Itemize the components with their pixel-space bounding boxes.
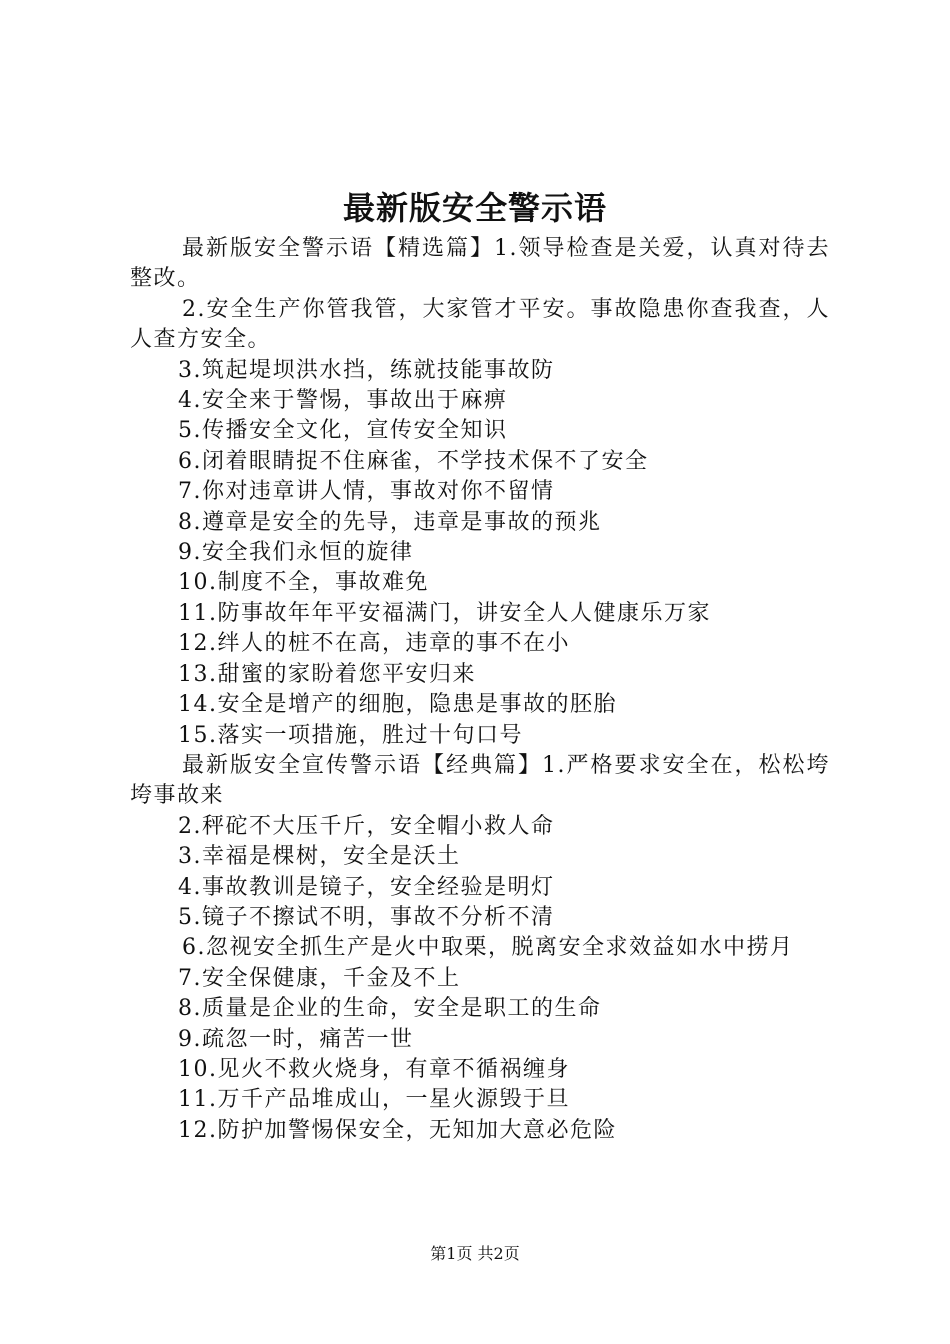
list-item: 10.见火不救火烧身，有章不循祸缠身 — [178, 1056, 570, 1082]
section2-intro: 最新版安全宣传警示语【经典篇】1.严格要求安全在，松松垮垮事故来 — [130, 752, 830, 809]
list-item: 3.幸福是棵树，安全是沃土 — [178, 844, 461, 870]
section1-intro: 最新版安全警示语【精选篇】1.领导检查是关爱，认真对待去整改。 — [130, 236, 830, 292]
list-item: 15.落实一项措施，胜过十句口号 — [178, 722, 523, 748]
list-item: 8.质量是企业的生命，安全是职工的生命 — [178, 996, 602, 1022]
list-item: 9.安全我们永恒的旋律 — [178, 540, 414, 566]
list-item: 5.镜子不擦试不明，事故不分析不清 — [178, 904, 555, 930]
list-item: 5.传播安全文化，宣传安全知识 — [178, 418, 508, 444]
list-item: 7.你对违章讲人情，事故对你不留情 — [178, 479, 555, 505]
list-item: 14.安全是增产的细胞，隐患是事故的胚胎 — [178, 692, 617, 718]
document-title: 最新版安全警示语 — [342, 189, 607, 227]
section1-item-2: 2.安全生产你管我管，大家管才平安。事故隐患你查我查，人人查方安全。 — [130, 296, 830, 353]
page-footer: 第1页 共2页 — [430, 1244, 520, 1263]
list-item: 13.甜蜜的家盼着您平安归来 — [178, 661, 476, 687]
section2-item-6: 6.忽视安全抓生产是火中取栗，脱离安全求效益如水中捞月 — [182, 935, 794, 961]
list-item: 3.筑起堤坝洪水挡，练就技能事故防 — [178, 357, 555, 383]
list-item: 10.制度不全，事故难免 — [178, 570, 429, 596]
list-item: 7.安全保健康，千金及不上 — [178, 965, 461, 991]
list-item: 8.遵章是安全的先导，违章是事故的预兆 — [178, 509, 602, 535]
document-body — [130, 234, 830, 1146]
list-item: 4.事故教训是镜子，安全经验是明灯 — [178, 874, 555, 900]
list-item: 2.秤砣不大压千斤，安全帽小救人命 — [178, 813, 555, 839]
list-item: 11.万千产品堆成山，一星火源毁于旦 — [178, 1087, 570, 1113]
list-item: 12.防护加警惕保安全，无知加大意必危险 — [178, 1117, 617, 1143]
list-item: 6.闭着眼睛捉不住麻雀，不学技术保不了安全 — [178, 448, 649, 474]
list-item: 12.绊人的桩不在高，违章的事不在小 — [178, 631, 570, 657]
list-item: 4.安全来于警惕，事故出于麻痹 — [178, 388, 508, 414]
list-item: 11.防事故年年平安福满门，讲安全人人健康乐万家 — [178, 600, 711, 626]
list-item: 9.疏忽一时，痛苦一世 — [178, 1026, 414, 1052]
